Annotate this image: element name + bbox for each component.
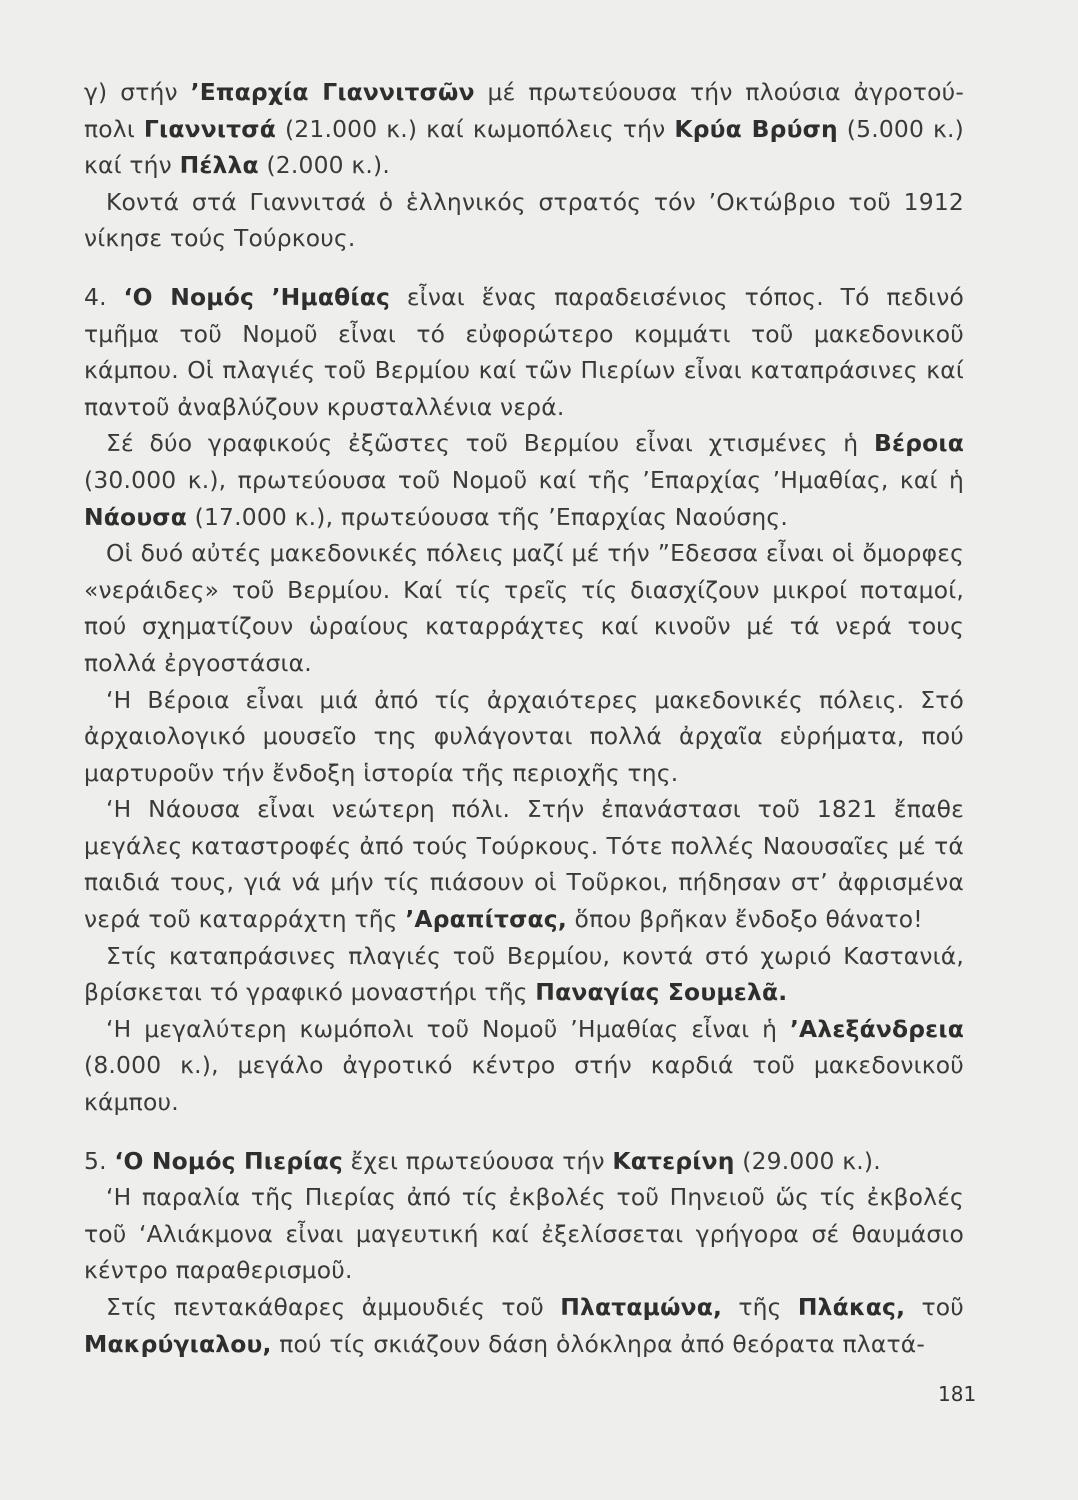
text-run: (30.000 κ.), πρωτεύουσα τοῦ Νομοῦ καί τῆς ’Επαρχίας ’Ημαθίας, καί ἡ: [84, 465, 964, 494]
paragraph-nymphs-of-vermio: [84, 535, 964, 681]
text-run: γ) στήν: [84, 78, 191, 106]
paragraph-veroia-history: [84, 682, 964, 792]
text-run: (2.000 κ.).: [258, 151, 390, 180]
page-number: 181: [938, 1382, 977, 1406]
text-run: ‘Η Νάουσα εἶναι νεώτερη πόλι. Στήν ἐπανάστασι τοῦ 1821 ἔπαθε μεγάλες καταστροφές ἀπό τούς Τούρκους. Τότε πολλές Ναουσαῖες μέ τά παιδιά τους, γιά νά μήν τίς πιάσουν οἱ Τοῦρκοι, πήδησαν στ’ ἀφρισμένα νερά τοῦ καταρράχτη τῆς: [84, 795, 964, 934]
paragraph-pieria: [84, 1143, 964, 1180]
text-run: (17.000 κ.), πρωτεύουσα τῆς ’Επαρχίας Ναούσης.: [187, 502, 788, 531]
paragraph-veroia-naousa: [84, 425, 964, 535]
bold-place-name: Νάουσα: [84, 502, 187, 531]
bold-place-name: Βέροια: [873, 429, 964, 458]
paragraph-alexandreia: [84, 1011, 964, 1121]
text-run: (29.000 κ.).: [734, 1146, 881, 1175]
paragraph-soumela-monastery: [84, 938, 964, 1011]
text-run: (21.000 κ.) καί κωμοπόλεις τήν: [276, 114, 675, 143]
bold-place-name: ’Επαρχία Γιαννιτσῶν: [190, 78, 475, 106]
text-run: μέ πρωτεύουσα τήν πλούσια ἀγροτού-πολι: [84, 78, 964, 143]
text-run: Στίς καταπράσινες πλαγιές τοῦ Βερμίου, κοντά στό χωριό Καστανιά, βρίσκεται τό γραφικό μοναστήρι τῆς: [84, 941, 964, 1007]
paragraph-naousa-history: [84, 791, 964, 937]
paragraph-giannitsa: [84, 74, 964, 184]
paragraph-imathia: [84, 279, 964, 425]
text-run: (5.000 κ.) καί τήν: [84, 114, 964, 180]
bold-place-name: Γιαννιτσά: [143, 114, 276, 143]
text-run: τῆς: [722, 1293, 798, 1321]
bold-place-name: Κρύα Βρύση: [674, 114, 838, 143]
text-run: πού τίς σκιάζουν δάση ὁλόκληρα ἀπό θεόρατα πλατά-: [271, 1329, 925, 1358]
paragraph-pieria-coast: [84, 1179, 964, 1289]
text-run: τοῦ: [905, 1293, 964, 1321]
body-text: [84, 74, 964, 1362]
text-run: εἶναι ἕνας παραδεισένιος τόπος. Τό πεδινό τμῆμα τοῦ Νομοῦ εἶναι τό εὐφορώτερο κομμάτι τοῦ μακεδονικοῦ κάμπου. Οἱ πλαγιές τοῦ Βερμίου καί τῶν Πιερίων εἶναι καταπράσινες καί παντοῦ ἀναβλύζουν κρυσταλλένια νερά.: [84, 282, 964, 421]
bold-place-name: ’Αλεξάνδρεια: [789, 1014, 964, 1043]
text-run: Στίς πεντακάθαρες ἀμμουδιές τοῦ: [106, 1293, 561, 1321]
text-run: ἔχει πρωτεύουσα τήν: [342, 1146, 613, 1175]
paragraph-1912-battle: [84, 184, 964, 257]
bold-place-name: Πλάκας,: [797, 1293, 906, 1321]
text-run: Κοντά στά Γιαννιτσά ὁ ἑλληνικός στρατός τόν ’Οκτώβριο τοῦ 1912 νίκησε τούς Τούρκους.: [84, 187, 964, 253]
text-run: Οἱ δυό αὐτές μακεδονικές πόλεις μαζί μέ τήν ”Εδεσσα εἶναι οἱ ὄμορφες «νεράιδες» τοῦ Βερμίου. Καί τίς τρεῖς τίς διασχίζουν μικροί ποταμοί, πού σχηματίζουν ὡραίους καταρράχτες καί κινοῦν μέ τά νερά τους πολλά ἐργοστάσια.: [84, 539, 964, 677]
bold-place-name: Μακρύγιαλου,: [84, 1329, 272, 1358]
text-run: (8.000 κ.), μεγάλο ἀγροτικό κέντρο στήν καρδιά τοῦ μακεδονικοῦ κάμπου.: [84, 1051, 964, 1117]
text-run: ‘Η Βέροια εἶναι μιά ἀπό τίς ἀρχαιότερες μακεδονικές πόλεις. Στό ἀρχαιολογικό μουσεῖο της φυλάγονται πολλά ἀρχαῖα εὑρήματα, πού μαρτυροῦν τήν ἔνδοξη ἱστορία τῆς περιοχῆς της.: [84, 685, 964, 787]
text-run: 5.: [84, 1146, 115, 1175]
text-run: ὅπου βρῆκαν ἔνδοξο θάνατο!: [566, 905, 923, 934]
paragraph-beaches: [84, 1289, 964, 1362]
text-run: Σέ δύο γραφικούς ἐξῶστες τοῦ Βερμίου εἶναι χτισμένες ἡ: [106, 429, 874, 458]
bold-place-name: ‘Ο Νομός ’Ημαθίας: [123, 282, 391, 311]
bold-place-name: ’Αραπίτσας,: [405, 905, 567, 934]
text-run: ‘Η μεγαλύτερη κωμόπολι τοῦ Νομοῦ ’Ημαθίας εἶναι ἡ: [106, 1014, 790, 1043]
text-run: 4.: [84, 282, 124, 311]
bold-place-name: Πέλλα: [179, 151, 259, 180]
bold-place-name: Πλαταμώνα,: [560, 1293, 723, 1321]
text-run: ‘Η παραλία τῆς Πιερίας ἀπό τίς ἐκβολές τοῦ Πηνειοῦ ὥς τίς ἐκβολές τοῦ ‘Αλιάκμονα εἶναι μαγευτική καί ἐξελίσσεται γρήγορα σέ θαυμάσιο κέντρο παραθερισμοῦ.: [84, 1183, 964, 1285]
bold-place-name: ‘Ο Νομός Πιερίας: [114, 1146, 343, 1175]
bold-place-name: Παναγίας Σουμελᾶ.: [535, 978, 788, 1007]
bold-place-name: Κατερίνη: [612, 1146, 735, 1175]
